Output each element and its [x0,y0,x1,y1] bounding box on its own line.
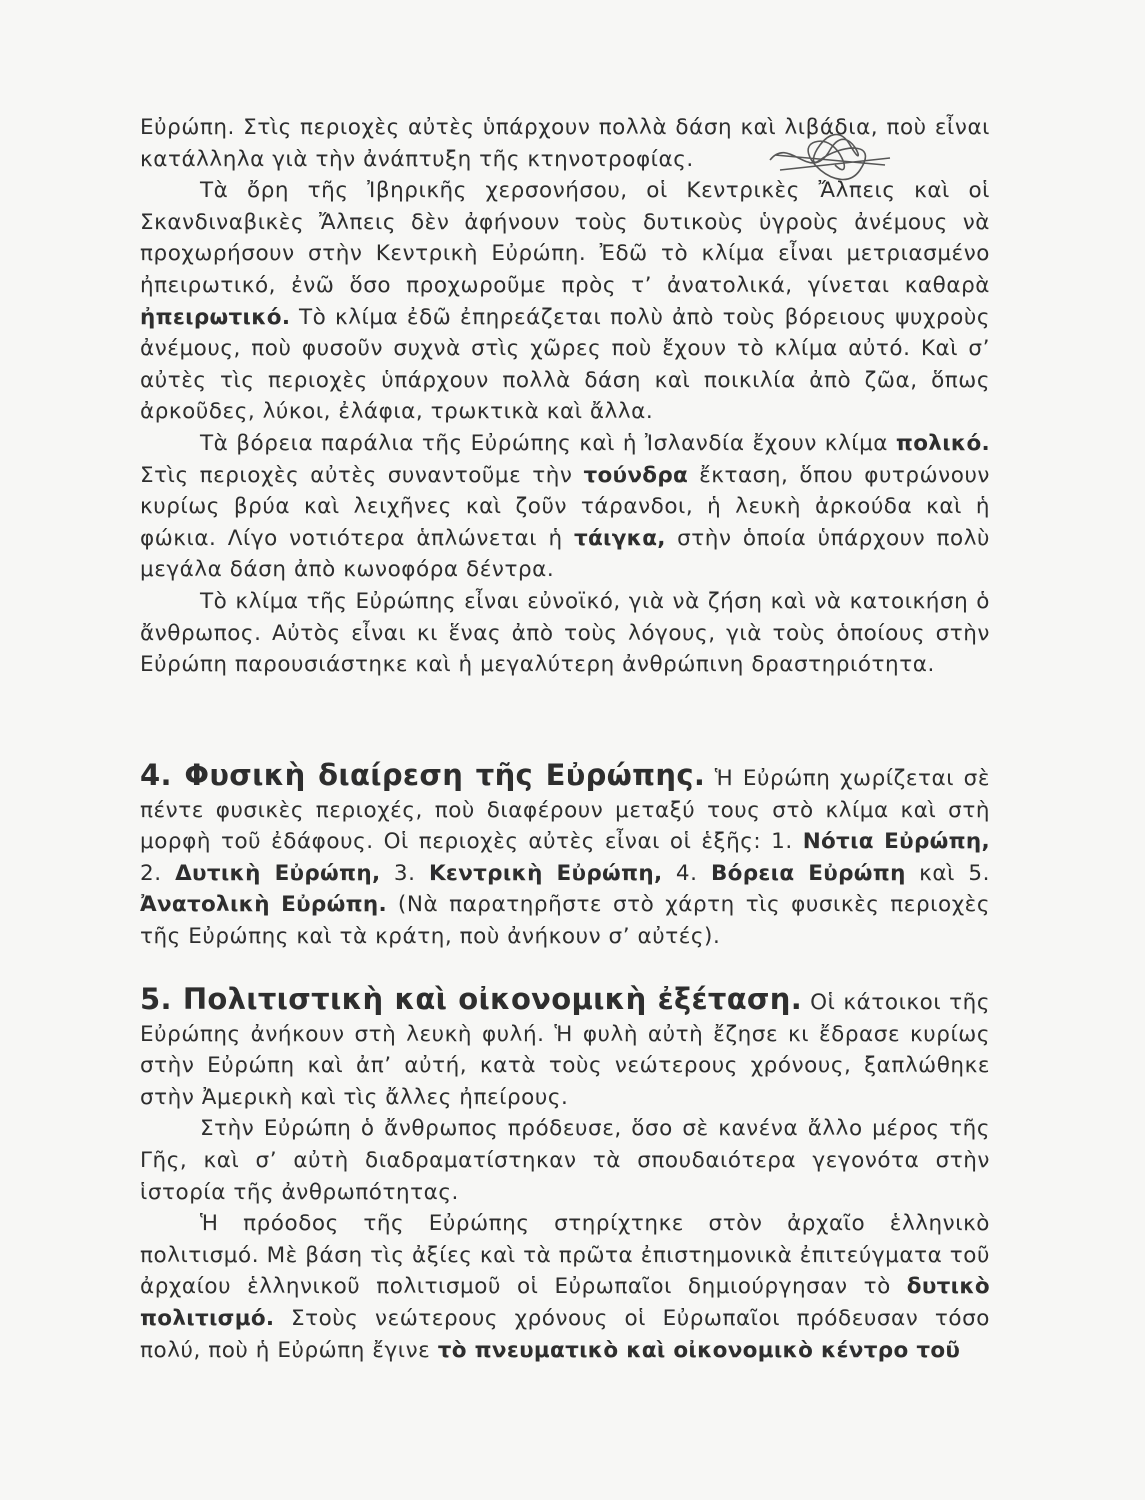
text-span: 3. [393,860,416,886]
paragraph-progress: Στὴν Εὐρώπη ὁ ἄνθρωπος πρόδευσε, ὅσο σὲ κανένα ἄλλο μέρος τῆς Γῆς, καὶ σ’ αὐτὴ διαδραματίστηκαν τὰ σπουδαιότερα γεγονότα στὴν ἱστορία τῆς ἀνθρωπότητας. [140,1116,990,1205]
region-north: Βόρεια Εὐρώπη [710,860,906,886]
text-block-top [140,112,990,681]
section-4 [140,760,990,953]
text-span: Τὸ κλίμα ἐδῶ ἐπηρεάζεται πολὺ ἀπὸ τοὺς βόρειους ψυχροὺς ἀνέμους, ποὺ φυσοῦν συχνὰ στὶς χῶρες ποὺ ἔχουν τὸ κλίμα αὐτό. Καὶ σ’ αὐτὲς τὶς περιοχὲς ὑπάρχουν πολλὰ δάση καὶ ποικιλία ἀπὸ ζῶα, ὅπως ἀρκοῦδες, λύκοι, ἐλάφια, τρωκτικὰ καὶ ἄλλα. [140,304,991,425]
term-western-civilization: δυτικὸ πολιτισμό. [140,1274,990,1331]
section-5-title: 5. Πολιτιστικὴ καὶ οἰκονομικὴ ἐξέταση. [140,982,803,1016]
text-span: (Νὰ παρατηρῆστε στὸ χάρτη τὶς φυσικὲς περιοχὲς τῆς Εὐρώπης καὶ τὰ κράτη, ποὺ ἀνήκουν σ’ αὐτές). [140,892,991,949]
text-span: 2. [140,860,162,886]
text-span: Τὰ βόρεια παράλια τῆς Εὐρώπης καὶ ἡ Ἰσλανδία ἔχουν κλίμα [200,430,889,456]
paragraph-polar-climate [140,428,990,586]
term-tundra: τούνδρα [583,462,689,488]
region-east: Ἀνατολικὴ Εὐρώπη. [140,892,387,918]
region-central: Κεντρικὴ Εὐρώπη, [428,860,663,886]
paragraph-continental-climate [140,175,990,428]
text-span: Ἡ Εὐρώπη χωρίζεται σὲ πέντε φυσικὲς περιοχές, ποὺ διαφέρουν μεταξύ τους στὸ κλίμα καὶ στὴ μορφὴ τοῦ ἐδάφους. Οἱ περιοχὲς αὐτὲς εἶναι οἱ ἑξῆς: 1. [140,766,990,855]
text-span: ἔκταση, ὅπου φυτρώνουν κυρίως βρύα καὶ λειχῆνες καὶ ζοῦν τάρανδοι, ἡ λευκὴ ἀρκούδα καὶ ἡ φώκια. Λίγο νοτιότερα ἁπλώνεται ἡ [140,462,990,551]
pen-scribble-mark [760,130,900,190]
term-polar: πολικό. [895,430,990,456]
paragraph-pastures: Εὐρώπη. Στὶς περιοχὲς αὐτὲς ὑπάρχουν πολλὰ δάση καὶ λιβάδια, ποὺ εἶναι κατάλληλα γιὰ τὴν ἀνάπτυξη τῆς κτηνοτροφίας. [140,115,990,172]
region-south: Νότια Εὐρώπη, [802,829,991,855]
paragraph-favorable-climate: Τὸ κλίμα τῆς Εὐρώπης εἶναι εὐνοϊκό, γιὰ νὰ ζήση καὶ νὰ κατοικήση ὁ ἄνθρωπος. Αὐτὸς εἶναι κι ἕνας ἀπὸ τοὺς λόγους, γιὰ τοὺς ὁποίους στὴν Εὐρώπη παρουσιάστηκε καὶ ἡ μεγαλύτερη ἀνθρώπινη δραστηριότητα. [140,588,990,678]
region-west: Δυτικὴ Εὐρώπη, [175,860,381,886]
term-spiritual-center: τὸ πνευματικὸ καὶ οἰκονομικὸ κέντρο τοῦ [437,1337,961,1363]
text-span: Στοὺς νεώτερους χρόνους οἱ Εὐρωπαῖοι πρόδευσαν τόσο πολύ, ποὺ ἡ Εὐρώπη ἔγινε [140,1305,990,1363]
section-4-paragraph [140,760,990,953]
text-span: Ἡ πρόοδος τῆς Εὐρώπης στηρίχτηκε στὸν ἀρχαῖο ἑλληνικὸ πολιτισμό. Μὲ βάση τὶς ἀξίες καὶ τὰ πρῶτα ἐπιστημονικὰ ἐπιτεύγματα τοῦ ἀρχαίου ἑλληνικοῦ πολιτισμοῦ οἱ Εὐρωπαῖοι δημιούργησαν τὸ [140,1211,990,1300]
section-5-paragraph [140,984,990,1113]
section-4-title: 4. Φυσικὴ διαίρεση τῆς Εὐρώπης. [140,758,706,792]
text-span: στὴν ὁποία ὑπάρχουν πολὺ μεγάλα δάση ἀπὸ κωνοφόρα δέντρα. [140,525,990,583]
text-span: καὶ 5. [919,860,990,886]
paragraph-western-civilization [140,1208,990,1366]
text-span: Στὶς περιοχὲς αὐτὲς συναντοῦμε τὴν [140,462,573,488]
term-taiga: τάιγκα, [573,525,666,551]
text-span: Οἱ κάτοικοι τῆς Εὐρώπης ἀνήκουν στὴ λευκὴ φυλή. Ἡ φυλὴ αὐτὴ ἔζησε κι ἔδρασε κυρίως στὴν Εὐρώπη καὶ ἀπ’ αὐτή, κατὰ τοὺς νεώτερους χρόνους, ξαπλώθηκε στὴν Ἀμερικὴ καὶ τὶς ἄλλες ἠπείρους. [140,990,991,1110]
text-span: 4. [675,860,698,886]
section-5 [140,984,990,1366]
text-span: Τὰ ὄρη τῆς Ἰβηρικῆς χερσονήσου, οἱ Κεντρικὲς Ἄλπεις καὶ οἱ Σκανδιναβικὲς Ἄλπεις δὲν ἀφήνουν τοὺς δυτικοὺς ὑγροὺς ἀνέμους νὰ προχωρήσουν στὴν Κεντρικὴ Εὐρώπη. Ἐδῶ τὸ κλίμα εἶναι μετριασμένο ἠπειρωτικό, ἐνῶ ὅσο προχωροῦμε πρὸς τ’ ἀνατολικά, γίνεται καθαρὰ [140,178,990,298]
term-continental: ἠπειρωτικό. [140,304,291,330]
